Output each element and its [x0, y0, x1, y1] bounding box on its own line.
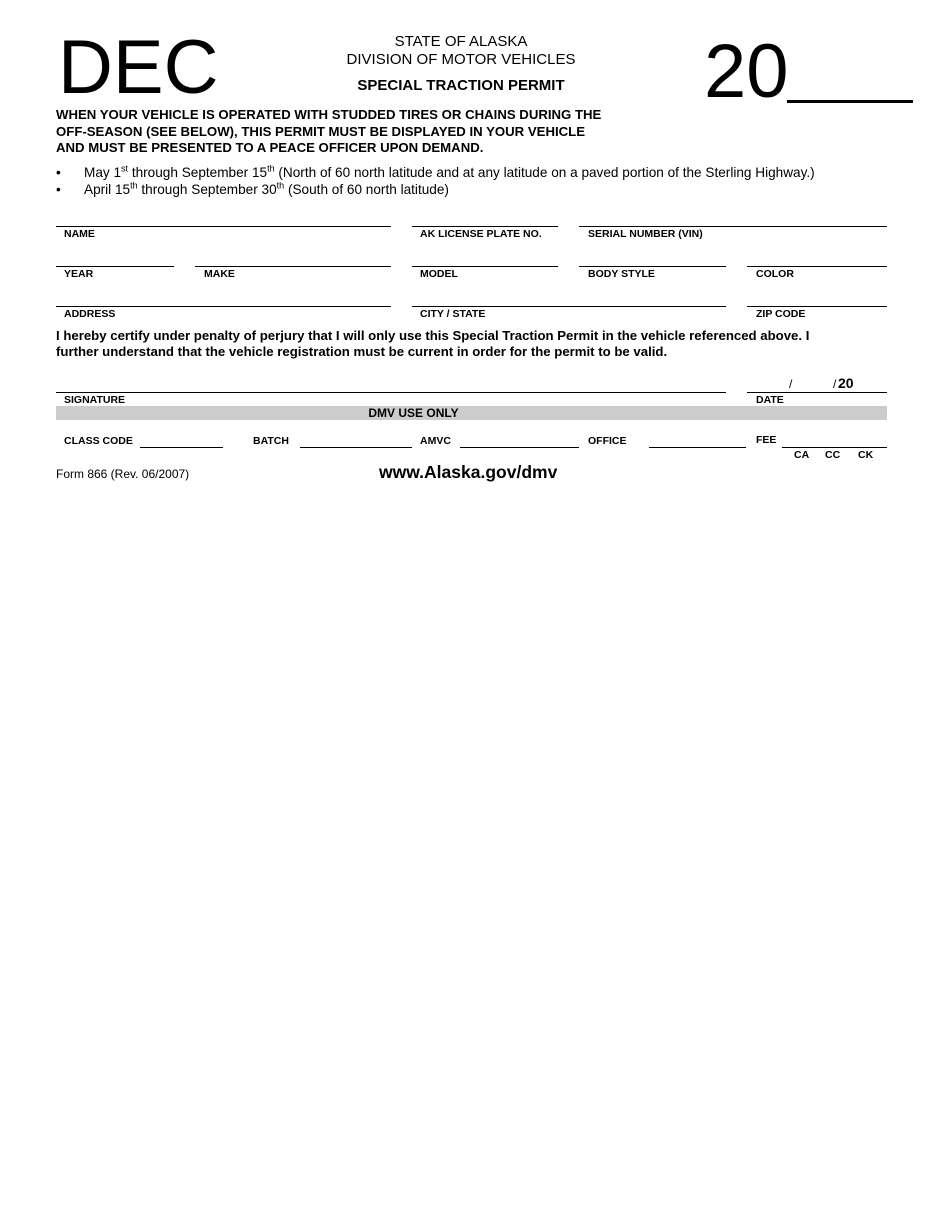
fee-ck-label: CK: [858, 449, 874, 461]
make-field[interactable]: [195, 266, 391, 267]
office-label: OFFICE: [588, 435, 627, 447]
warning-line-1: WHEN YOUR VEHICLE IS OPERATED WITH STUDDED TIRES OR CHAINS DURING THE: [56, 107, 602, 122]
class-code-field[interactable]: [140, 447, 223, 448]
batch-label: BATCH: [253, 435, 289, 447]
name-field[interactable]: [56, 226, 391, 227]
date-field[interactable]: [747, 392, 887, 393]
date-slash-2: /: [833, 377, 837, 391]
warning-line-3: AND MUST BE PRESENTED TO A PEACE OFFICER UPON DEMAND.: [56, 140, 484, 155]
plate-label: AK LICENSE PLATE NO.: [420, 228, 542, 240]
year-blank-line[interactable]: [787, 100, 913, 103]
form-title: SPECIAL TRACTION PERMIT: [357, 77, 565, 94]
date-label: DATE: [756, 394, 784, 406]
signature-label: SIGNATURE: [64, 394, 126, 406]
body-style-label: BODY STYLE: [588, 268, 655, 280]
year-field[interactable]: [56, 266, 174, 267]
zip-label: ZIP CODE: [756, 308, 806, 320]
zip-field[interactable]: [747, 306, 887, 307]
model-label: MODEL: [420, 268, 458, 280]
dec-code: DEC: [58, 25, 219, 110]
bullet-icon: •: [56, 165, 61, 180]
city-state-field[interactable]: [412, 306, 726, 307]
address-field[interactable]: [56, 306, 391, 307]
model-field[interactable]: [412, 266, 558, 267]
office-field[interactable]: [649, 447, 746, 448]
date-year: 20: [838, 375, 854, 391]
plate-field[interactable]: [412, 226, 558, 227]
certification-line-2: further understand that the vehicle registration must be current in order for the permit to be valid.: [56, 344, 668, 359]
division-name: DIVISION OF MOTOR VEHICLES: [346, 51, 576, 68]
certification-line-1: I hereby certify under penalty of perjury that I will only use this Special Traction Permit in the vehicle referenced above. I: [56, 328, 810, 343]
bullet-icon: •: [56, 182, 61, 197]
address-label: ADDRESS: [64, 308, 116, 320]
dmv-website-link[interactable]: www.Alaska.gov/dmv: [379, 462, 558, 482]
fee-ca-label: CA: [794, 449, 810, 461]
batch-field[interactable]: [300, 447, 412, 448]
city-state-label: CITY / STATE: [420, 308, 486, 320]
fee-field[interactable]: [782, 447, 887, 448]
warning-line-2: OFF-SEASON (SEE BELOW), THIS PERMIT MUST BE DISPLAYED IN YOUR VEHICLE: [56, 124, 586, 139]
amvc-field[interactable]: [460, 447, 579, 448]
vin-field[interactable]: [579, 226, 887, 227]
dmv-use-label: DMV USE ONLY: [368, 406, 459, 420]
fee-cc-label: CC: [825, 449, 841, 461]
year-prefix: 20: [704, 29, 789, 114]
name-label: NAME: [64, 228, 95, 240]
vin-label: SERIAL NUMBER (VIN): [588, 228, 703, 240]
year-label: YEAR: [64, 268, 94, 280]
date-slash-1: /: [789, 377, 793, 391]
color-field[interactable]: [747, 266, 887, 267]
class-code-label: CLASS CODE: [64, 435, 133, 447]
signature-field[interactable]: [56, 392, 726, 393]
body-style-field[interactable]: [579, 266, 726, 267]
amvc-label: AMVC: [420, 435, 451, 447]
color-label: COLOR: [756, 268, 794, 280]
state-name: STATE OF ALASKA: [394, 33, 528, 50]
fee-label: FEE: [756, 434, 777, 446]
form-number: Form 866 (Rev. 06/2007): [56, 467, 190, 481]
make-label: MAKE: [204, 268, 235, 280]
